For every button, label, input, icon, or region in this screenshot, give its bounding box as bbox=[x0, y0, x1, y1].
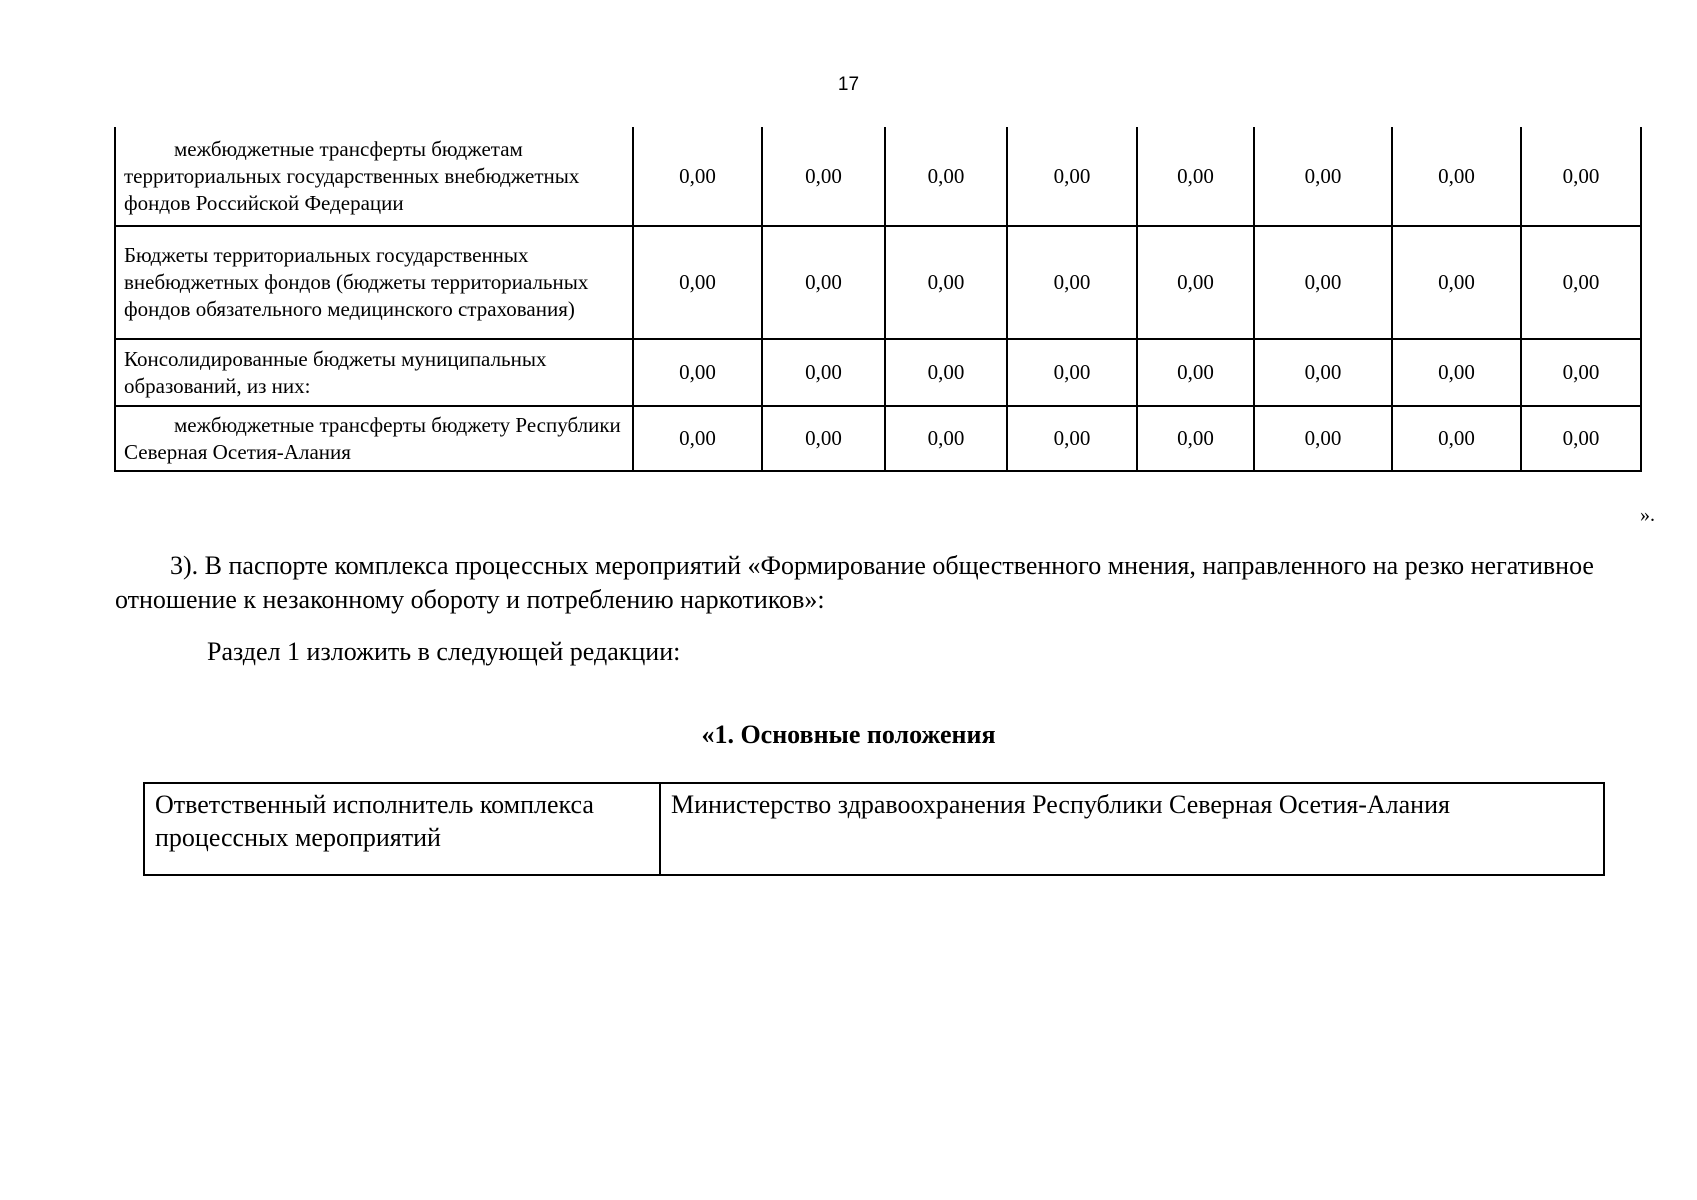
section-heading: «1. Основные положения bbox=[701, 720, 996, 749]
table-cell: 0,00 bbox=[1392, 406, 1521, 471]
table-cell: 0,00 bbox=[1521, 226, 1641, 339]
table-cell: 0,00 bbox=[633, 406, 762, 471]
table-cell: 0,00 bbox=[1007, 226, 1137, 339]
table-cell: 0,00 bbox=[762, 226, 885, 339]
closing-quote: ». bbox=[1640, 504, 1655, 526]
paragraph-section-1: Раздел 1 изложить в следующей редакции: bbox=[207, 637, 681, 666]
table-cell: 0,00 bbox=[1007, 406, 1137, 471]
table-cell: 0,00 bbox=[1137, 339, 1254, 406]
table-cell: 0,00 bbox=[885, 127, 1007, 226]
row-label bbox=[115, 127, 633, 226]
table-cell: 0,00 bbox=[1137, 127, 1254, 226]
table-cell: 0,00 bbox=[1392, 339, 1521, 406]
table-cell: 0,00 bbox=[633, 127, 762, 226]
table-cell: 0,00 bbox=[1254, 406, 1392, 471]
table-cell: 0,00 bbox=[885, 226, 1007, 339]
table-cell: 0,00 bbox=[1007, 127, 1137, 226]
table-cell: 0,00 bbox=[1392, 226, 1521, 339]
budget-table bbox=[114, 127, 1642, 472]
table-row bbox=[115, 406, 1641, 471]
row-label: Консолидированные бюджеты муниципальных образований, из них: bbox=[115, 339, 633, 406]
table-row bbox=[115, 339, 1641, 406]
table-cell: 0,00 bbox=[1521, 339, 1641, 406]
table-cell: 0,00 bbox=[633, 226, 762, 339]
table-cell: 0,00 bbox=[1521, 127, 1641, 226]
table-row bbox=[115, 226, 1641, 339]
table-cell: 0,00 bbox=[1007, 339, 1137, 406]
table-cell: 0,00 bbox=[1521, 406, 1641, 471]
executor-label: Ответственный исполнитель комплекса процессных мероприятий bbox=[144, 783, 660, 875]
table-cell: 0,00 bbox=[885, 339, 1007, 406]
table-row bbox=[144, 783, 1604, 875]
table-cell: 0,00 bbox=[762, 127, 885, 226]
table-cell: 0,00 bbox=[762, 339, 885, 406]
table-cell: 0,00 bbox=[1254, 339, 1392, 406]
responsible-executor-table bbox=[143, 782, 1605, 876]
row-label bbox=[115, 406, 633, 471]
table-cell: 0,00 bbox=[633, 339, 762, 406]
table-cell: 0,00 bbox=[762, 406, 885, 471]
table-cell: 0,00 bbox=[1254, 226, 1392, 339]
table-cell: 0,00 bbox=[1392, 127, 1521, 226]
page-number: 17 bbox=[837, 74, 860, 95]
executor-value: Министерство здравоохранения Республики Северная Осетия-Алания bbox=[660, 783, 1604, 875]
row-label-text: межбюджетные трансферты бюджетам территориальных государственных внебюджетных фондов Российской Федерации bbox=[124, 136, 580, 215]
table-cell: 0,00 bbox=[1137, 406, 1254, 471]
table-cell: 0,00 bbox=[885, 406, 1007, 471]
table-cell: 0,00 bbox=[1254, 127, 1392, 226]
table-row bbox=[115, 127, 1641, 226]
table-cell: 0,00 bbox=[1137, 226, 1254, 339]
paragraph-item-3: 3). В паспорте комплекса процессных мероприятий «Формирование общественного мнения, направленного на резко негативное отношение к незаконному обороту и потреблению наркотиков»: bbox=[115, 551, 1594, 614]
row-label-text: межбюджетные трансферты бюджету Республики Северная Осетия-Алания bbox=[124, 412, 621, 464]
row-label: Бюджеты территориальных государственных внебюджетных фондов (бюджеты территориальных фондов обязательного медицинского страхования) bbox=[115, 226, 633, 339]
